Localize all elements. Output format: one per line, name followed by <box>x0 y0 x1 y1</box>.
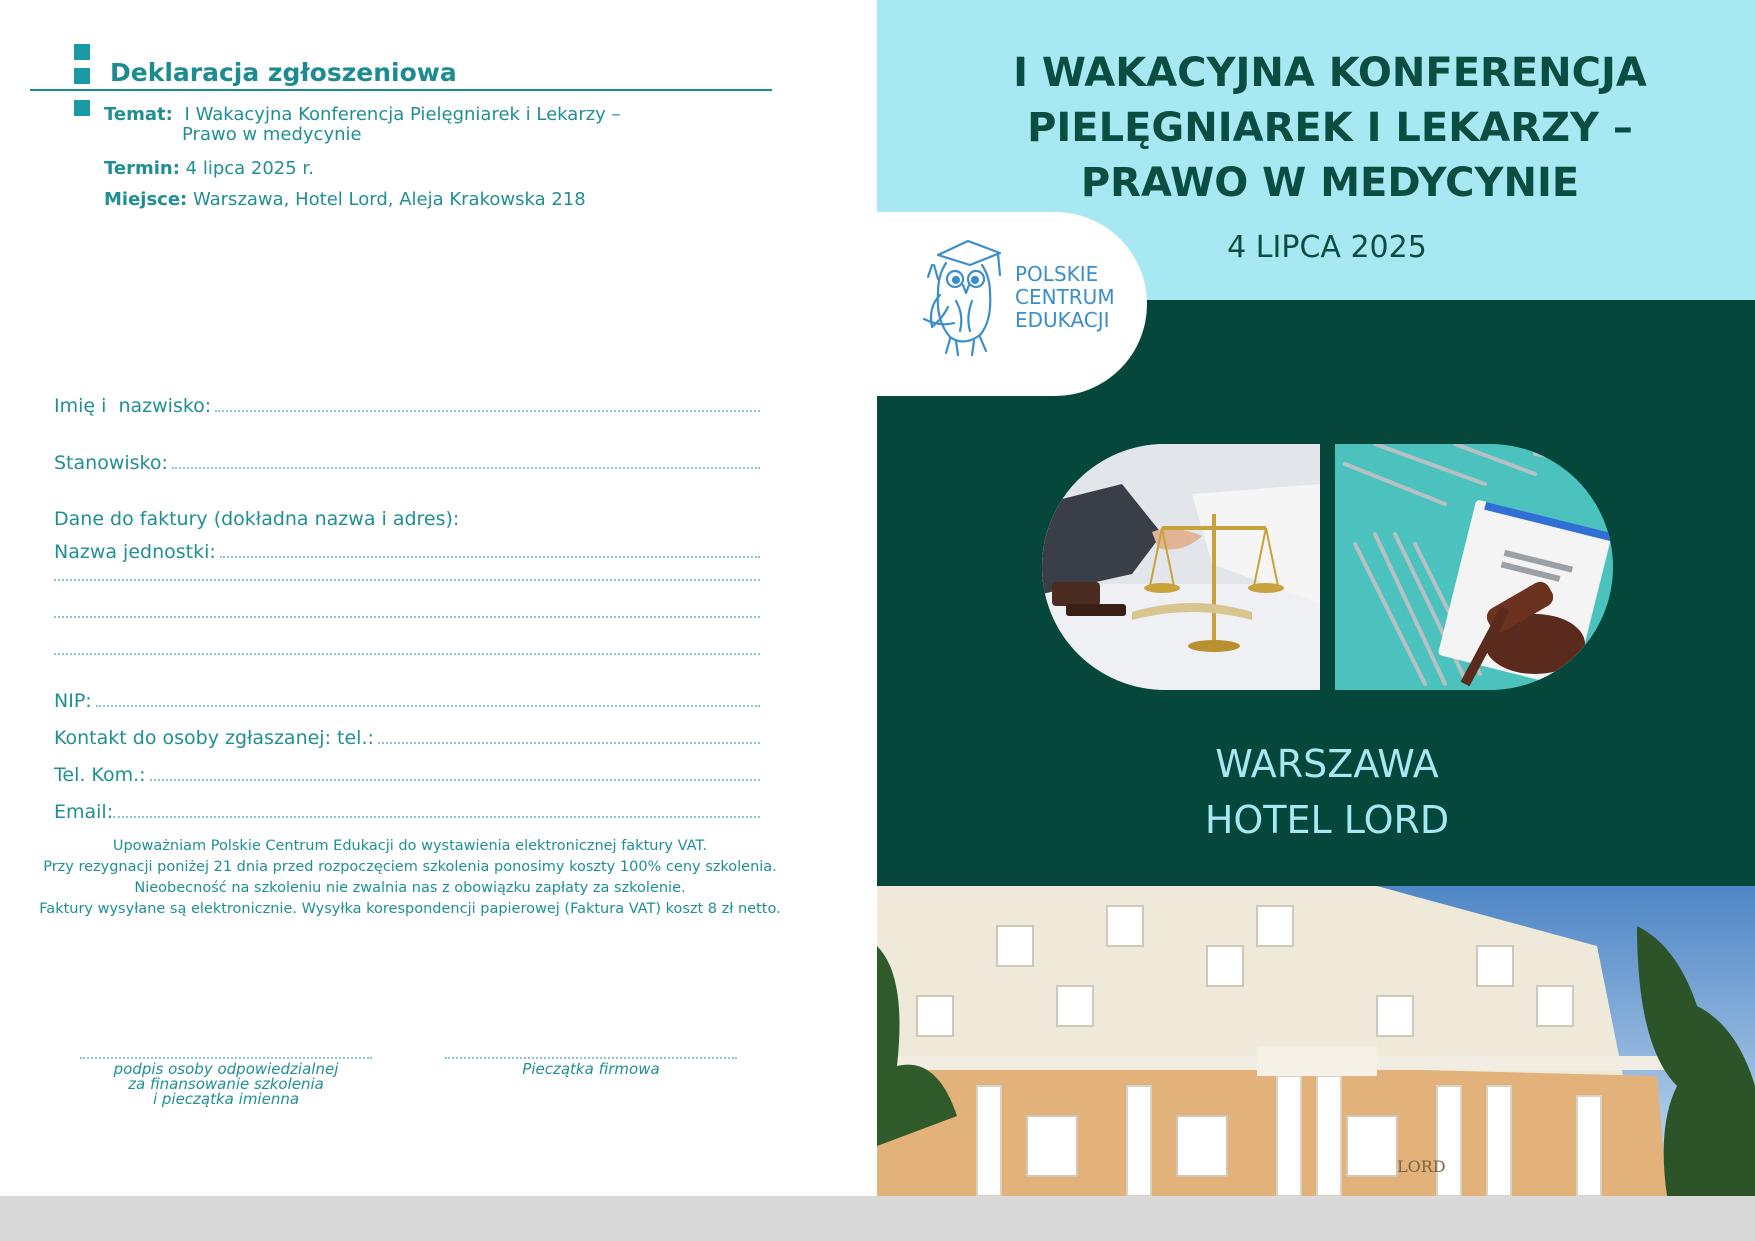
signature-caption-line1: podpis osoby odpowiedzialnej <box>113 1060 339 1078</box>
note-line: Upoważniam Polskie Centrum Edukacji do wystawienia elektronicznej faktury VAT. <box>112 838 708 854</box>
place-label: Miejsce: <box>104 189 188 210</box>
topic-label: Temat: <box>104 104 173 125</box>
hotel-lord-photo <box>877 886 1755 1196</box>
terms-notes <box>30 836 790 920</box>
title-divider <box>30 89 772 91</box>
form-title: Deklaracja zgłoszeniowa <box>110 58 457 87</box>
invoice-heading: Dane do faktury (dokładna nazwa i adres): <box>54 508 460 530</box>
email-label: Email: <box>54 801 114 823</box>
topic-value-line1: I Wakacyjna Konferencja Pielęgniarek i Lekarzy – <box>184 104 621 125</box>
square-bullet-icon <box>74 44 90 60</box>
place-value: Warszawa, Hotel Lord, Aleja Krakowska 218 <box>192 189 586 210</box>
stamp-caption: Pieczątka firmowa <box>522 1060 660 1078</box>
address-line-1[interactable] <box>54 578 760 586</box>
square-bullet-icon <box>74 100 90 116</box>
note-line: Przy rezygnacji poniżej 21 dnia przed rozpoczęciem szkolenia ponosimy koszty 100% ceny szkolenia. <box>43 859 777 875</box>
name-field[interactable] <box>54 395 760 417</box>
date-row <box>104 159 314 179</box>
note-line: Nieobecność na szkoleniu nie zwalnia nas z obowiązku zapłaty za szkolenie. <box>134 880 686 896</box>
square-bullet-icon <box>74 68 90 84</box>
medical-gavel-photo <box>1335 444 1613 690</box>
unit-name-label: Nazwa jednostki: <box>54 541 216 563</box>
conference-date: 4 LIPCA 2025 <box>1227 230 1427 265</box>
note-line: Faktury wysyłane są elektronicznie. Wysyłka korespondencji papierowej (Faktura VAT) koszt 8 zł netto. <box>39 901 781 917</box>
signature-caption-line3: i pieczątka imienna <box>152 1090 300 1108</box>
topic-value-line2: Prawo w medycynie <box>182 124 362 145</box>
mobile-label: Tel. Kom.: <box>54 764 146 786</box>
hotel-name: HOTEL LORD <box>1204 798 1450 842</box>
contact-field[interactable] <box>54 727 760 749</box>
position-label: Stanowisko: <box>54 452 168 474</box>
address-line-3[interactable] <box>54 652 760 660</box>
mobile-field[interactable] <box>54 764 760 786</box>
nip-label: NIP: <box>54 690 92 712</box>
place-row <box>104 190 586 210</box>
owl-logo-icon <box>920 235 1010 360</box>
date-value: 4 lipca 2025 r. <box>185 158 314 179</box>
nip-field[interactable] <box>54 690 760 712</box>
date-label: Termin: <box>104 158 180 179</box>
venue-location <box>1140 736 1514 848</box>
unit-name-field[interactable] <box>54 541 760 563</box>
signature-field[interactable] <box>80 1057 372 1107</box>
company-stamp-field[interactable] <box>445 1057 737 1077</box>
name-label: Imię i nazwisko: <box>54 395 212 417</box>
signature-caption-line2: za finansowanie szkolenia <box>128 1075 324 1093</box>
email-field[interactable] <box>54 801 760 823</box>
position-field[interactable] <box>54 452 760 474</box>
handshake-justice-photo <box>1042 444 1320 690</box>
hotel-sign-text: LORD <box>1397 1157 1446 1176</box>
address-line-2[interactable] <box>54 615 760 623</box>
city-name: WARSZAWA <box>1215 742 1439 786</box>
page-bottom-bar <box>0 1196 1755 1241</box>
conference-title: I WAKACYJNA KONFERENCJA PIELĘGNIAREK I LEKARZY – PRAWO W MEDYCYNIE <box>1013 50 1647 206</box>
registration-form-page <box>0 0 877 1196</box>
contact-label: Kontakt do osoby zgłaszanej: tel.: <box>54 727 374 749</box>
logo-text: POLSKIE CENTRUM EDUKACJI <box>1015 262 1115 332</box>
topic-row <box>104 105 621 145</box>
